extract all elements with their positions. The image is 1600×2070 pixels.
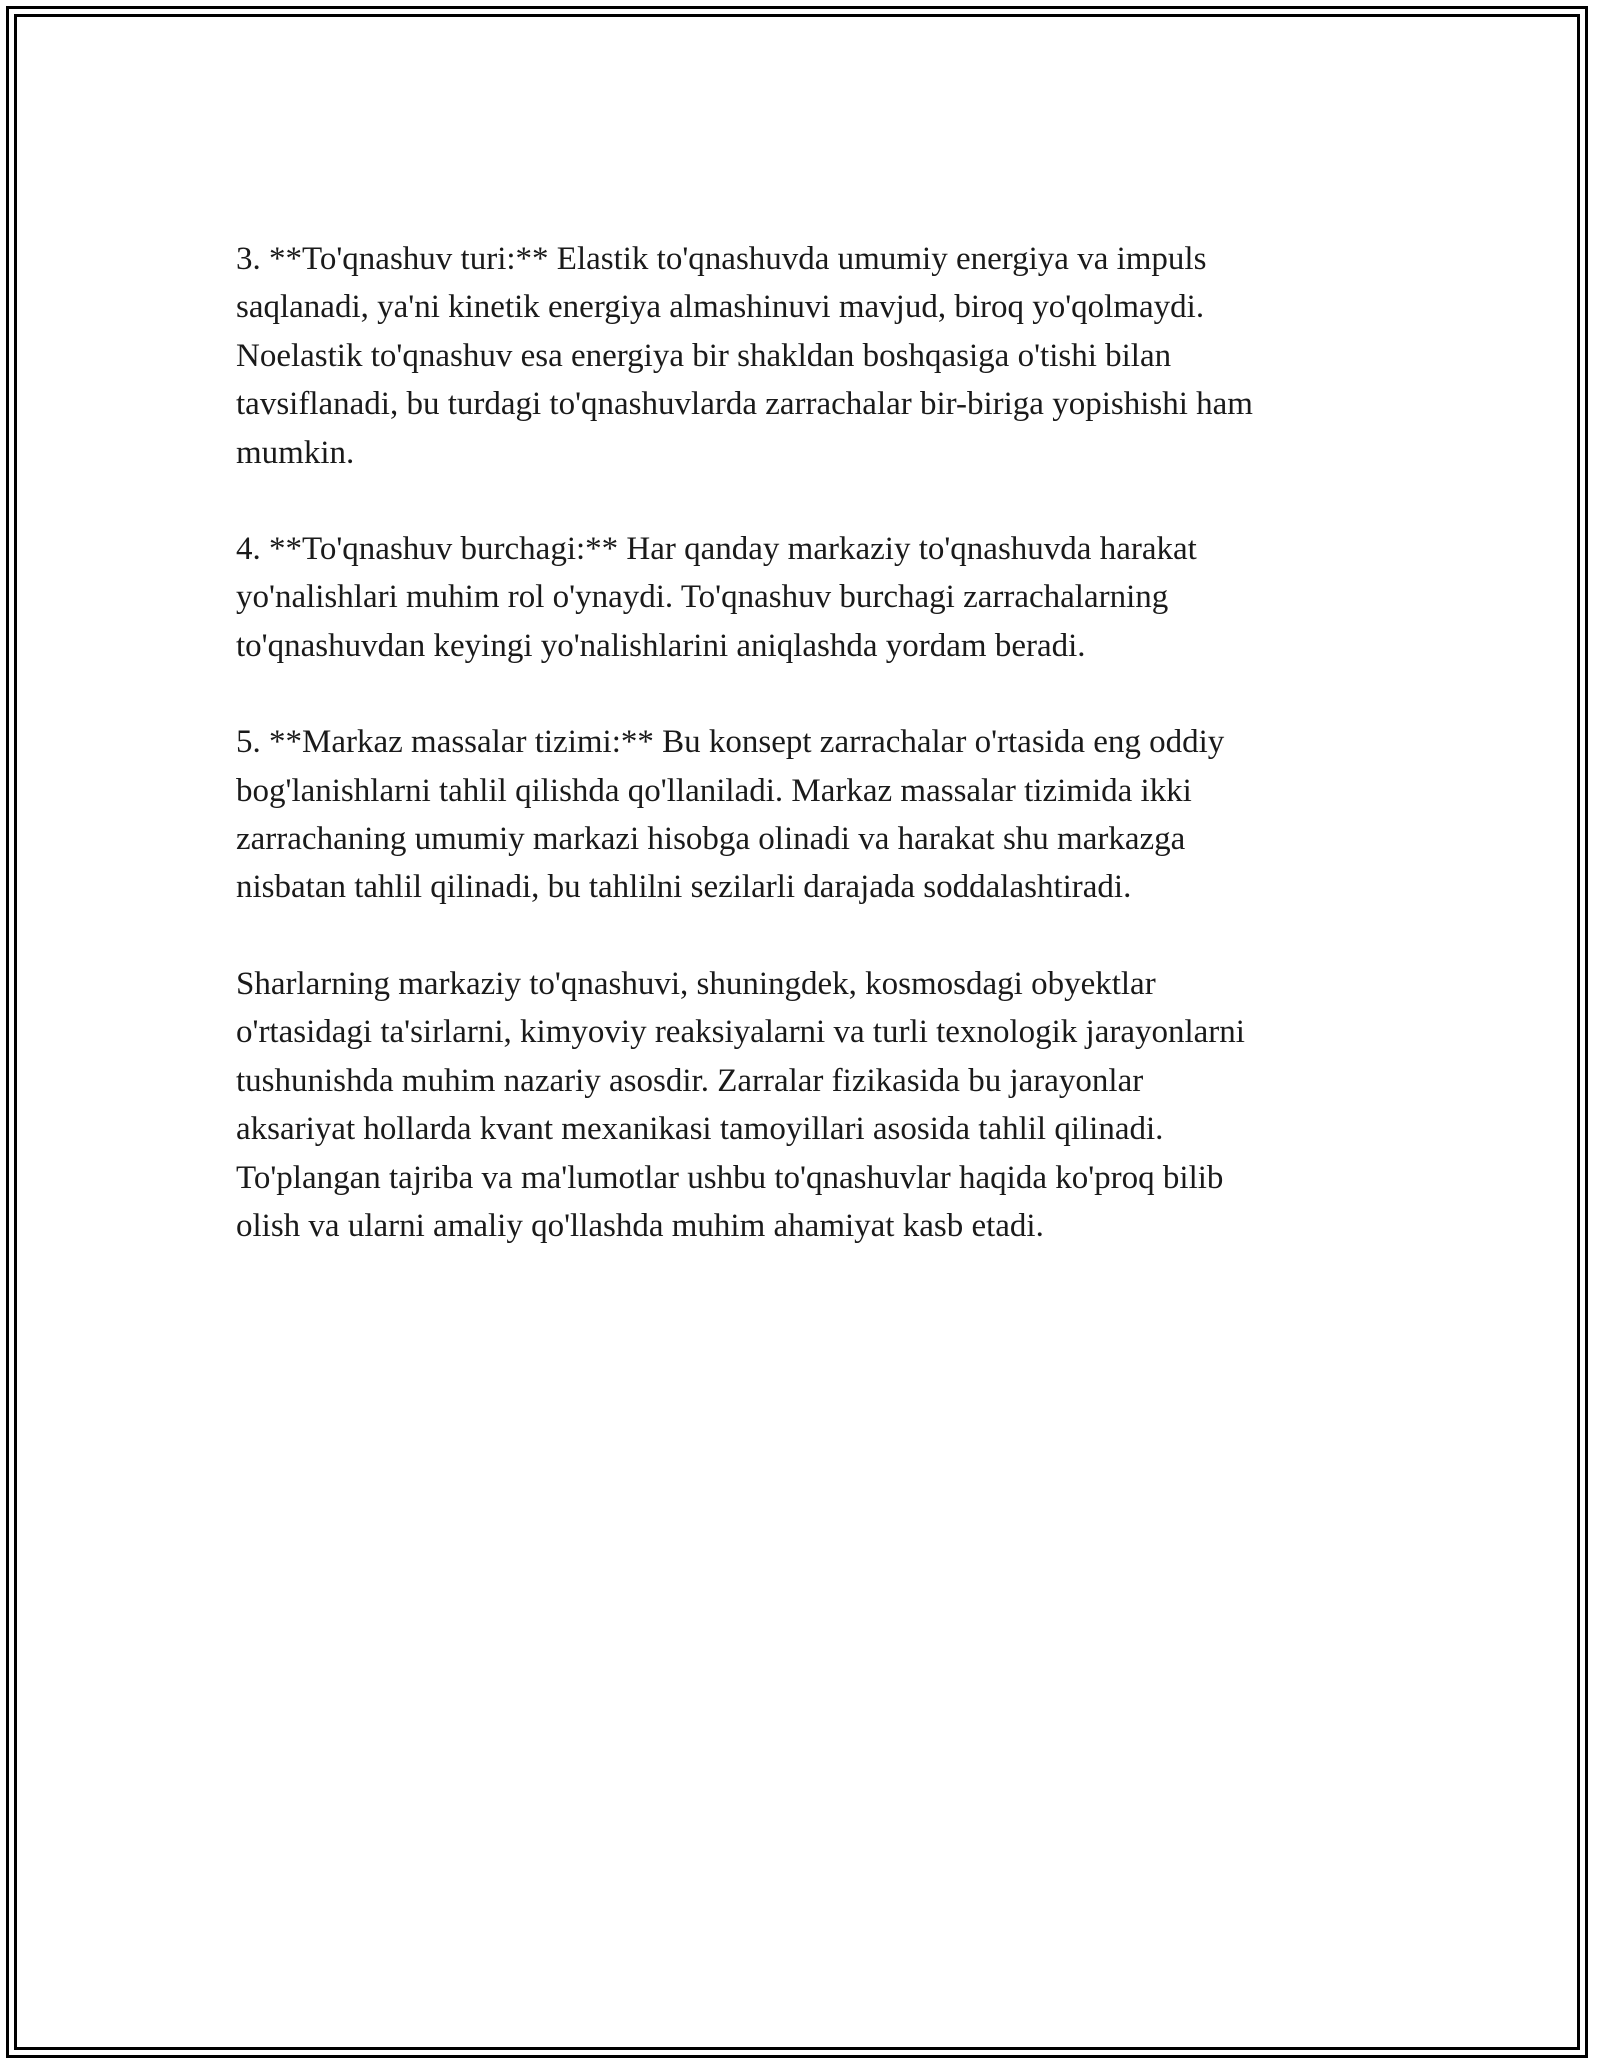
text-line: yo'nalishlari muhim rol o'ynaydi. To'qnashuv burchagi zarrachalarning: [236, 579, 1169, 616]
paragraph-center-of-mass: [236, 718, 1386, 912]
text-line: saqlanadi, ya'ni kinetik energiya almashinuvi mavjud, biroq yo'qolmaydi.: [236, 289, 1205, 326]
text-line: 4. **To'qnashuv burchagi:** Har qanday markaziy to'qnashuvda harakat: [236, 531, 1197, 568]
text-line: tushunishda muhim nazariy asosdir. Zarralar fizikasida bu jarayonlar: [236, 1062, 1144, 1099]
text-line: olish va ularni amaliy qo'llashda muhim ahamiyat kasb etadi.: [236, 1207, 1044, 1244]
paragraph-conclusion: [236, 960, 1386, 1250]
text-line: Sharlarning markaziy to'qnashuvi, shuningdek, kosmosdagi obyektlar: [236, 965, 1156, 1002]
text-line: tavsiflanadi, bu turdagi to'qnashuvlarda zarrachalar bir-biriga yopishishi ham: [236, 386, 1253, 423]
text-line: aksariyat hollarda kvant mexanikasi tamoyillari asosida tahlil qilinadi.: [236, 1111, 1164, 1148]
text-line: nisbatan tahlil qilinadi, bu tahlilni sezilarli darajada soddalashtiradi.: [236, 869, 1132, 906]
text-line: to'qnashuvdan keyingi yo'nalishlarini aniqlashda yordam beradi.: [236, 627, 1086, 664]
paragraph-collision-type: [236, 235, 1386, 477]
text-line: bog'lanishlarni tahlil qilishda qo'llaniladi. Markaz massalar tizimida ikki: [236, 772, 1192, 809]
paragraph-collision-angle: [236, 525, 1386, 670]
text-line: zarrachaning umumiy markazi hisobga olinadi va harakat shu markazga: [236, 821, 1186, 858]
text-line: Noelastik to'qnashuv esa energiya bir shakldan boshqasiga o'tishi bilan: [236, 337, 1172, 374]
text-line: 3. **To'qnashuv turi:** Elastik to'qnashuvda umumiy energiya va impuls: [236, 241, 1207, 277]
text-line: o'rtasidagi ta'sirlarni, kimyoviy reaksiyalarni va turli texnologik jarayonlarni: [236, 1014, 1245, 1051]
text-line: 5. **Markaz massalar tizimi:** Bu konsept zarrachalar o'rtasida eng oddiy: [236, 724, 1225, 761]
text-line: To'plangan tajriba va ma'lumotlar ushbu to'qnashuvlar haqida ko'proq bilib: [236, 1159, 1224, 1196]
document-body: [236, 235, 1386, 1298]
text-line: mumkin.: [236, 434, 355, 471]
